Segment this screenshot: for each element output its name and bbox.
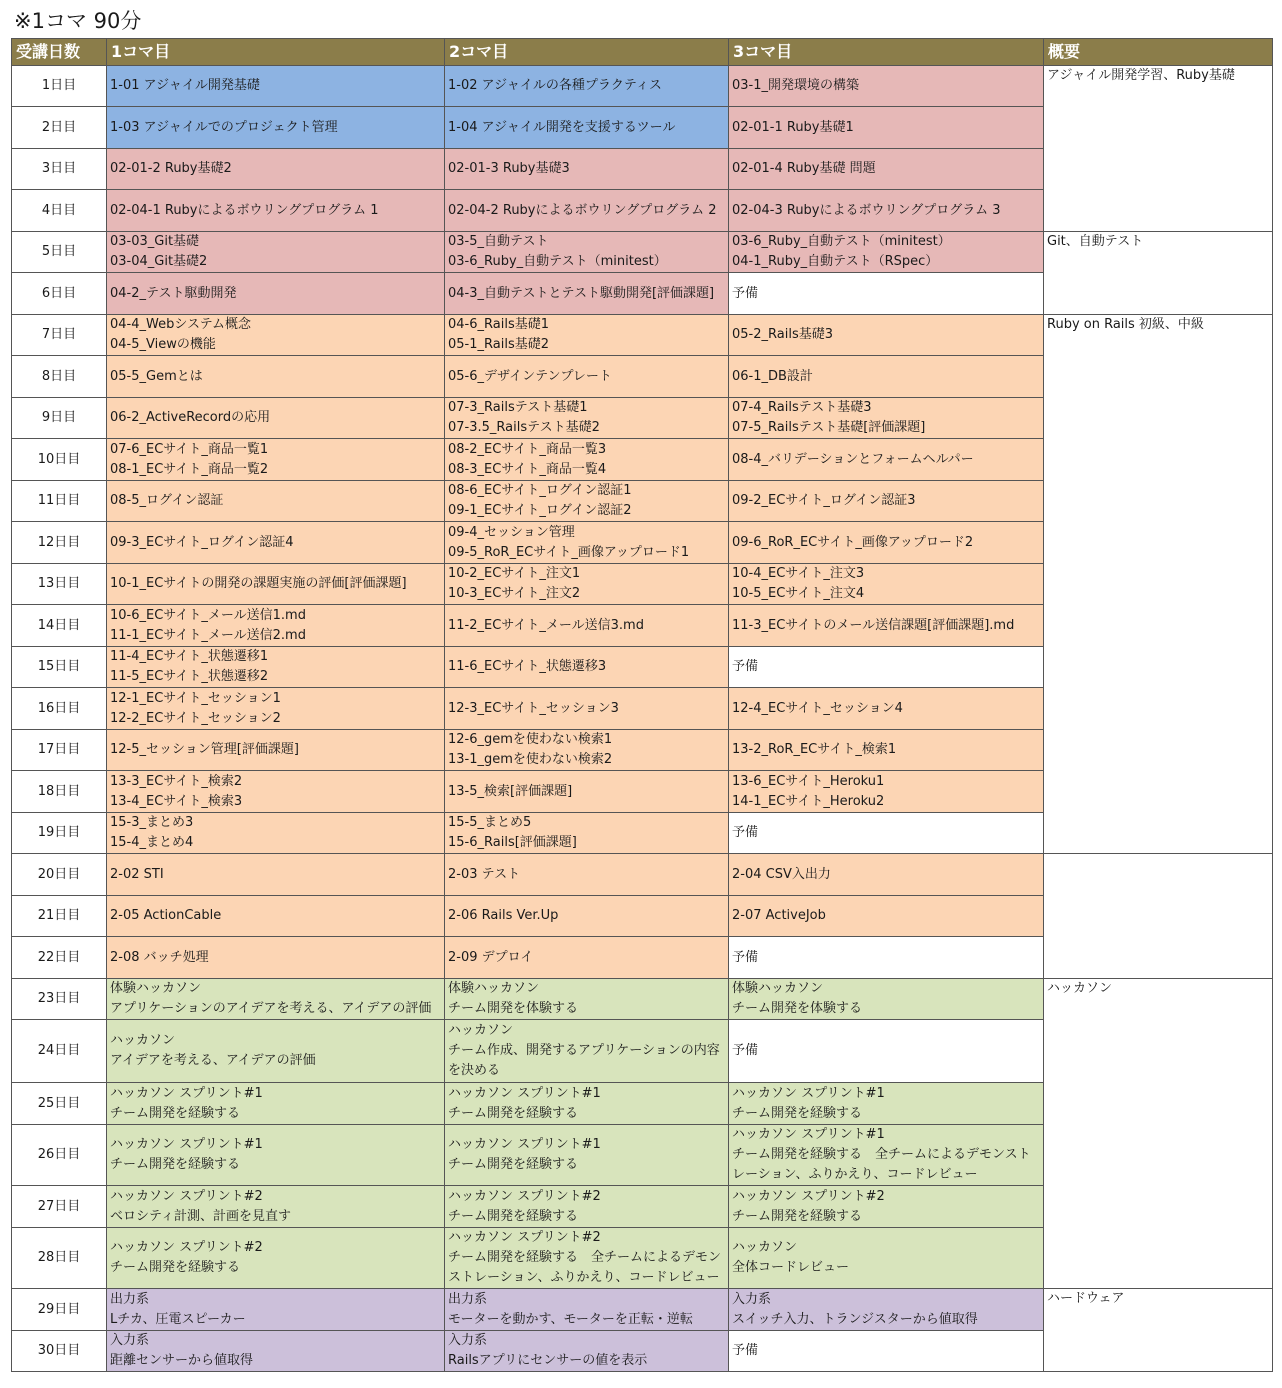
header-slot2: 2コマ目 [445, 39, 729, 66]
day-cell: 29日目 [12, 1289, 107, 1331]
slot2-cell: 02-01-3 Ruby基礎3 [445, 149, 729, 190]
day-cell: 10日目 [12, 439, 107, 481]
slot1-cell: 2-05 ActionCable [107, 896, 445, 937]
day-cell: 11日目 [12, 481, 107, 522]
curriculum-table [11, 38, 1273, 1372]
slot2-cell: 1-02 アジャイルの各種プラクティス [445, 66, 729, 107]
slot3-cell: 02-04-3 Rubyによるボウリングプログラム 3 [729, 190, 1044, 232]
day-cell: 8日目 [12, 356, 107, 398]
slot3-cell: 予備 [729, 937, 1044, 979]
slot2-cell: 07-3_Railsテスト基礎1 07-3.5_Railsテスト基礎2 [445, 398, 729, 439]
day-cell: 2日目 [12, 107, 107, 149]
day-cell: 16日目 [12, 688, 107, 730]
day-cell: 4日目 [12, 190, 107, 232]
day-cell: 24日目 [12, 1020, 107, 1083]
slot1-cell: ハッカソン スプリント#2 チーム開発を経験する [107, 1228, 445, 1289]
slot3-cell: 11-3_ECサイトのメール送信課題[評価課題].md [729, 605, 1044, 647]
slot-duration-note: ※1コマ 90分 [14, 9, 142, 33]
summary-cell: アジャイル開発学習、Ruby基礎 [1044, 66, 1273, 232]
slot1-cell: 02-04-1 Rubyによるボウリングプログラム 1 [107, 190, 445, 232]
slot1-cell: 03-03_Git基礎 03-04_Git基礎2 [107, 232, 445, 273]
slot2-cell: 2-09 デプロイ [445, 937, 729, 979]
header-row [12, 39, 1273, 66]
slot2-cell: 05-6_デザインテンプレート [445, 356, 729, 398]
slot3-cell: 予備 [729, 1331, 1044, 1372]
slot1-cell: ハッカソン スプリント#1 チーム開発を経験する [107, 1083, 445, 1125]
slot1-cell: 04-2_テスト駆動開発 [107, 273, 445, 315]
slot3-cell: ハッカソン スプリント#2 チーム開発を経験する [729, 1186, 1044, 1228]
slot1-cell: 入力系 距離センサーから値取得 [107, 1331, 445, 1372]
slot2-cell: 12-3_ECサイト_セッション3 [445, 688, 729, 730]
day-cell: 27日目 [12, 1186, 107, 1228]
day-cell: 18日目 [12, 771, 107, 813]
slot2-cell: 11-6_ECサイト_状態遷移3 [445, 647, 729, 688]
slot1-cell: 10-1_ECサイトの開発の課題実施の評価[評価課題] [107, 564, 445, 605]
slot2-cell: ハッカソン スプリント#1 チーム開発を経験する [445, 1083, 729, 1125]
slot3-cell: 12-4_ECサイト_セッション4 [729, 688, 1044, 730]
slot2-cell: 1-04 アジャイル開発を支援するツール [445, 107, 729, 149]
slot1-cell: 04-4_Webシステム概念 04-5_Viewの機能 [107, 315, 445, 356]
day-cell: 17日目 [12, 730, 107, 771]
slot2-cell: 12-6_gemを使わない検索1 13-1_gemを使わない検索2 [445, 730, 729, 771]
day-cell: 30日目 [12, 1331, 107, 1372]
slot3-cell: 予備 [729, 647, 1044, 688]
slot1-cell: ハッカソン スプリント#1 チーム開発を経験する [107, 1125, 445, 1186]
table-row [12, 232, 1273, 273]
day-cell: 9日目 [12, 398, 107, 439]
slot1-cell: 15-3_まとめ3 15-4_まとめ4 [107, 813, 445, 854]
slot3-cell: 予備 [729, 273, 1044, 315]
day-cell: 5日目 [12, 232, 107, 273]
slot2-cell: 04-3_自動テストとテスト駆動開発[評価課題] [445, 273, 729, 315]
slot3-cell: ハッカソン スプリント#1 チーム開発を経験する [729, 1083, 1044, 1125]
slot3-cell: 05-2_Rails基礎3 [729, 315, 1044, 356]
slot1-cell: 08-5_ログイン認証 [107, 481, 445, 522]
slot1-cell: 13-3_ECサイト_検索2 13-4_ECサイト_検索3 [107, 771, 445, 813]
slot1-cell: 1-01 アジャイル開発基礎 [107, 66, 445, 107]
header-day: 受講日数 [12, 39, 107, 66]
day-cell: 19日目 [12, 813, 107, 854]
slot1-cell: 05-5_Gemとは [107, 356, 445, 398]
day-cell: 23日目 [12, 979, 107, 1020]
day-cell: 1日目 [12, 66, 107, 107]
slot2-cell: 出力系 モーターを動かす、モーターを正転・逆転 [445, 1289, 729, 1331]
slot2-cell: ハッカソン スプリント#1 チーム開発を経験する [445, 1125, 729, 1186]
slot3-cell: 03-1_開発環境の構築 [729, 66, 1044, 107]
slot1-cell: 07-6_ECサイト_商品一覧1 08-1_ECサイト_商品一覧2 [107, 439, 445, 481]
day-cell: 26日目 [12, 1125, 107, 1186]
slot1-cell: 12-5_セッション管理[評価課題] [107, 730, 445, 771]
slot2-cell: 11-2_ECサイト_メール送信3.md [445, 605, 729, 647]
slot3-cell: 07-4_Railsテスト基礎3 07-5_Railsテスト基礎[評価課題] [729, 398, 1044, 439]
table-row [12, 854, 1273, 896]
slot1-cell: 11-4_ECサイト_状態遷移1 11-5_ECサイト_状態遷移2 [107, 647, 445, 688]
slot2-cell: 体験ハッカソン チーム開発を体験する [445, 979, 729, 1020]
summary-cell: ハッカソン [1044, 979, 1273, 1289]
slot2-cell: ハッカソン スプリント#2 チーム開発を経験する 全チームによるデモンストレーション、ふりかえり、コードレビュー [445, 1228, 729, 1289]
summary-cell: Ruby on Rails 初級、中級 [1044, 315, 1273, 854]
slot1-cell: 1-03 アジャイルでのプロジェクト管理 [107, 107, 445, 149]
slot1-cell: 体験ハッカソン アプリケーションのアイデアを考える、アイデアの評価 [107, 979, 445, 1020]
day-cell: 22日目 [12, 937, 107, 979]
day-cell: 20日目 [12, 854, 107, 896]
table-row [12, 979, 1273, 1020]
table-body [12, 66, 1273, 1372]
header-summary: 概要 [1044, 39, 1273, 66]
slot2-cell: 10-2_ECサイト_注文1 10-3_ECサイト_注文2 [445, 564, 729, 605]
slot2-cell: 08-2_ECサイト_商品一覧3 08-3_ECサイト_商品一覧4 [445, 439, 729, 481]
slot1-cell: 09-3_ECサイト_ログイン認証4 [107, 522, 445, 564]
slot3-cell: 2-04 CSV入出力 [729, 854, 1044, 896]
slot2-cell: ハッカソン チーム作成、開発するアプリケーションの内容を決める [445, 1020, 729, 1083]
day-cell: 25日目 [12, 1083, 107, 1125]
summary-cell: ハードウェア [1044, 1289, 1273, 1372]
header-slot3: 3コマ目 [729, 39, 1044, 66]
slot2-cell: 09-4_セッション管理 09-5_RoR_ECサイト_画像アップロード1 [445, 522, 729, 564]
slot3-cell: 02-01-1 Ruby基礎1 [729, 107, 1044, 149]
slot3-cell: 13-6_ECサイト_Heroku1 14-1_ECサイト_Heroku2 [729, 771, 1044, 813]
slot3-cell: 体験ハッカソン チーム開発を体験する [729, 979, 1044, 1020]
day-cell: 7日目 [12, 315, 107, 356]
slot1-cell: 12-1_ECサイト_セッション1 12-2_ECサイト_セッション2 [107, 688, 445, 730]
slot1-cell: 02-01-2 Ruby基礎2 [107, 149, 445, 190]
day-cell: 14日目 [12, 605, 107, 647]
summary-cell [1044, 854, 1273, 979]
slot3-cell: 03-6_Ruby_自動テスト（minitest） 04-1_Ruby_自動テスト（RSpec） [729, 232, 1044, 273]
slot3-cell: ハッカソン 全体コードレビュー [729, 1228, 1044, 1289]
table-row [12, 1289, 1273, 1331]
slot3-cell: 09-6_RoR_ECサイト_画像アップロード2 [729, 522, 1044, 564]
slot2-cell: ハッカソン スプリント#2 チーム開発を経験する [445, 1186, 729, 1228]
slot1-cell: ハッカソン アイデアを考える、アイデアの評価 [107, 1020, 445, 1083]
slot1-cell: 出力系 Lチカ、圧電スピーカー [107, 1289, 445, 1331]
day-cell: 21日目 [12, 896, 107, 937]
slot3-cell: 09-2_ECサイト_ログイン認証3 [729, 481, 1044, 522]
summary-cell: Git、自動テスト [1044, 232, 1273, 315]
slot3-cell: 10-4_ECサイト_注文3 10-5_ECサイト_注文4 [729, 564, 1044, 605]
day-cell: 3日目 [12, 149, 107, 190]
slot3-cell: 13-2_RoR_ECサイト_検索1 [729, 730, 1044, 771]
slot1-cell: ハッカソン スプリント#2 ベロシティ計測、計画を見直す [107, 1186, 445, 1228]
table-row [12, 315, 1273, 356]
slot2-cell: 03-5_自動テスト 03-6_Ruby_自動テスト（minitest） [445, 232, 729, 273]
day-cell: 12日目 [12, 522, 107, 564]
slot1-cell: 06-2_ActiveRecordの応用 [107, 398, 445, 439]
slot3-cell: 予備 [729, 813, 1044, 854]
slot3-cell: 入力系 スイッチ入力、トランジスターから値取得 [729, 1289, 1044, 1331]
slot1-cell: 10-6_ECサイト_メール送信1.md 11-1_ECサイト_メール送信2.md [107, 605, 445, 647]
header-slot1: 1コマ目 [107, 39, 445, 66]
slot2-cell: 02-04-2 Rubyによるボウリングプログラム 2 [445, 190, 729, 232]
slot3-cell: 06-1_DB設計 [729, 356, 1044, 398]
slot3-cell: ハッカソン スプリント#1 チーム開発を経験する 全チームによるデモンストレーション、ふりかえり、コードレビュー [729, 1125, 1044, 1186]
slot3-cell: 02-01-4 Ruby基礎 問題 [729, 149, 1044, 190]
slot2-cell: 13-5_検索[評価課題] [445, 771, 729, 813]
slot3-cell: 予備 [729, 1020, 1044, 1083]
day-cell: 6日目 [12, 273, 107, 315]
slot2-cell: 08-6_ECサイト_ログイン認証1 09-1_ECサイト_ログイン認証2 [445, 481, 729, 522]
slot3-cell: 08-4_バリデーションとフォームヘルパー [729, 439, 1044, 481]
slot3-cell: 2-07 ActiveJob [729, 896, 1044, 937]
slot2-cell: 15-5_まとめ5 15-6_Rails[評価課題] [445, 813, 729, 854]
day-cell: 13日目 [12, 564, 107, 605]
day-cell: 15日目 [12, 647, 107, 688]
day-cell: 28日目 [12, 1228, 107, 1289]
table-row [12, 66, 1273, 107]
slot2-cell: 入力系 Railsアプリにセンサーの値を表示 [445, 1331, 729, 1372]
slot1-cell: 2-08 バッチ処理 [107, 937, 445, 979]
slot2-cell: 2-03 テスト [445, 854, 729, 896]
slot1-cell: 2-02 STI [107, 854, 445, 896]
slot2-cell: 04-6_Rails基礎1 05-1_Rails基礎2 [445, 315, 729, 356]
slot2-cell: 2-06 Rails Ver.Up [445, 896, 729, 937]
